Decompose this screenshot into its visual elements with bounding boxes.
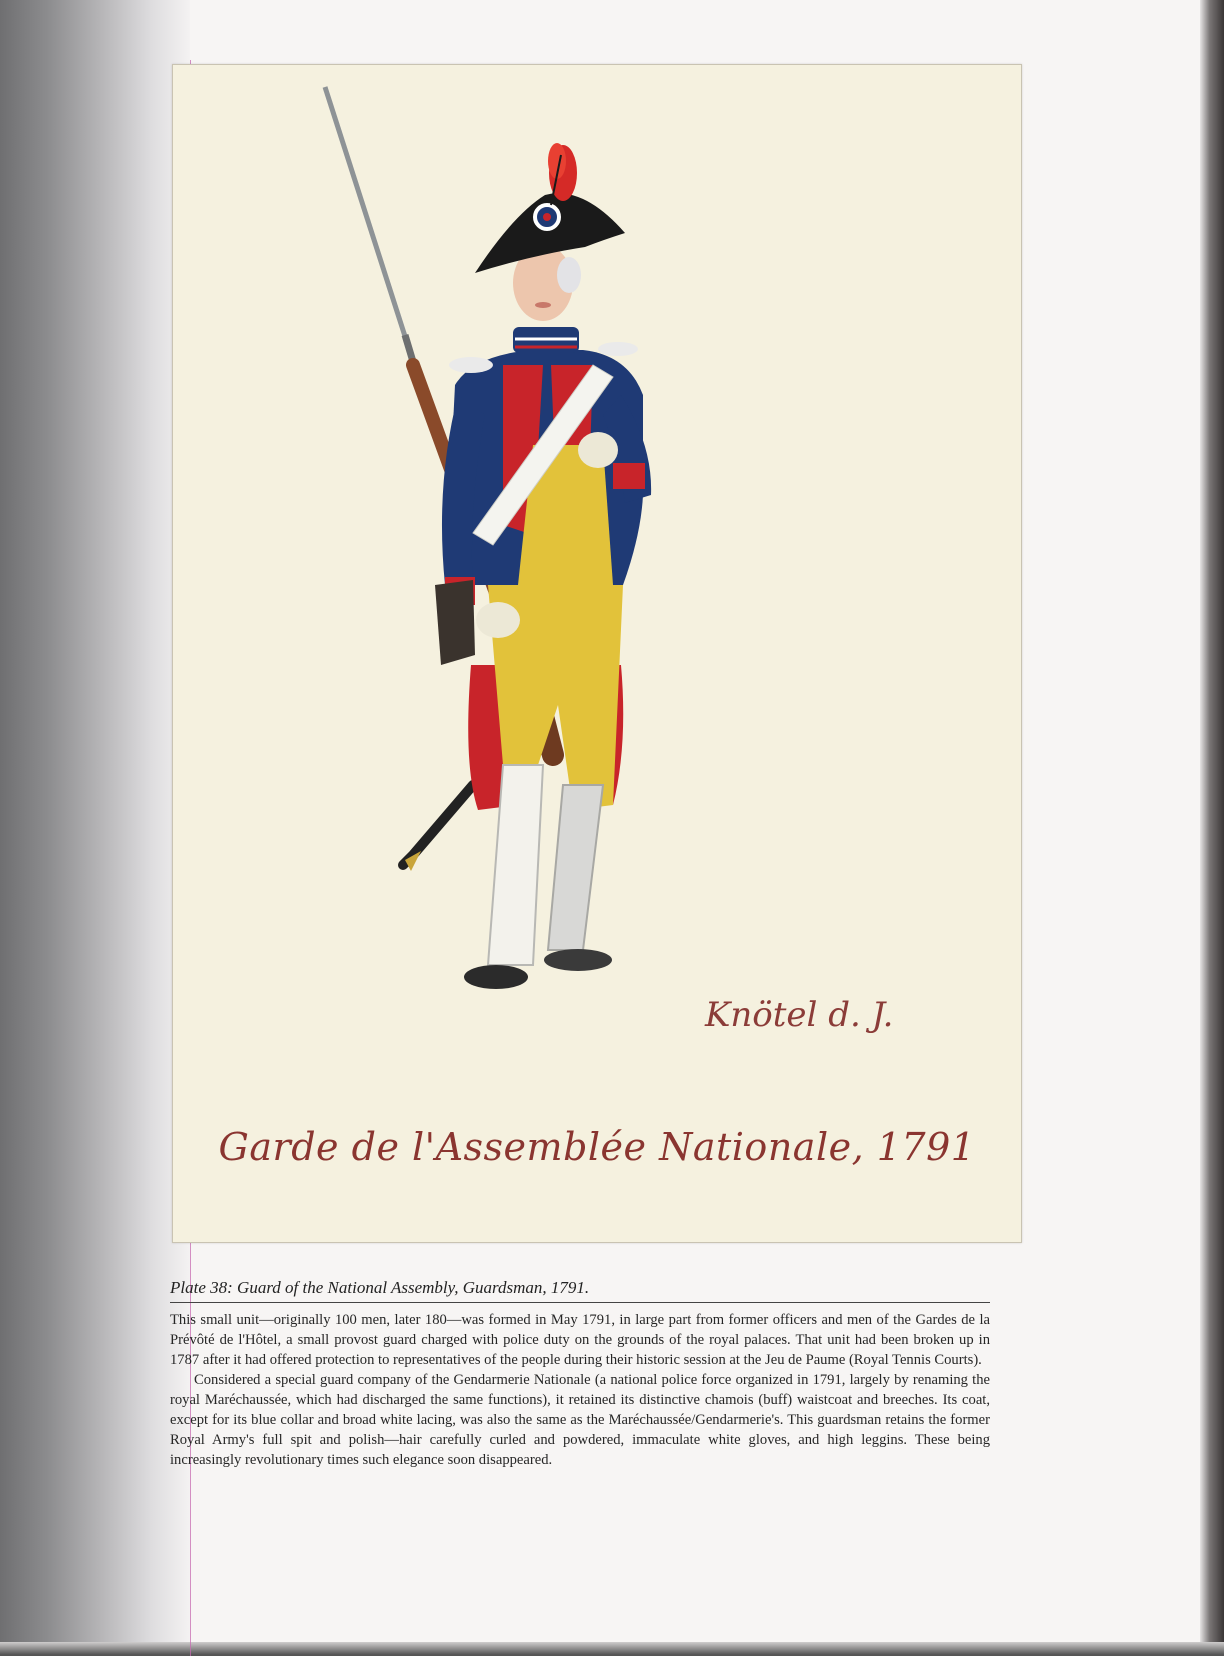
- page-edge-bottom: [0, 1642, 1224, 1656]
- powdered-hair: [557, 257, 581, 293]
- plate-title: Garde de l'Assemblée Nationale, 1791: [218, 1125, 976, 1169]
- epaulette-right: [598, 342, 638, 356]
- glove-right: [578, 432, 618, 468]
- legging-right: [548, 785, 603, 950]
- shoe-right: [544, 949, 612, 971]
- page-edge-right: [1200, 0, 1224, 1656]
- guardsman-illustration: [173, 65, 1021, 1242]
- description-text: [170, 1310, 990, 1470]
- plate-caption: Plate 38: Guard of the National Assembly, Guardsman, 1791.: [170, 1278, 990, 1303]
- glove-left: [476, 602, 520, 638]
- paragraph-1: This small unit—originally 100 men, later 180—was formed in May 1791, in large part from former officers and men of the Gardes de la Prévôté de l'Hôtel, a small provost guard charged with police duty on the grounds of the royal palaces. That unit had been broken up in 1787 after it had offered protection to representatives of the people during their historic session at the Jeu de Paume (Royal Tennis Courts).: [170, 1312, 990, 1368]
- illustration-plate: [172, 64, 1022, 1243]
- scabbard: [403, 785, 473, 865]
- cuff-right: [613, 463, 645, 489]
- paragraph-2: Considered a special guard company of the Gendarmerie Nationale (a national police force organized in 1791, largely by renaming the royal Maréchaussée, which had discharged the same functions), it retained its distinctive chamois (buff) waistcoat and breeches. Its coat, except for its blue collar and broad white lacing, was also the same as the Maréchaussée/Gendarmerie's. This guardsman retains the former Royal Army's full spit and polish—hair carefully curled and powdered, immaculate white gloves, and high leggins. These being increasingly revolutionary times such elegance soon disappeared.: [170, 1372, 990, 1468]
- artist-signature: Knötel d. J.: [705, 995, 894, 1035]
- book-spine-shadow: [0, 0, 190, 1656]
- shoe-left: [464, 965, 528, 989]
- cartridge-pouch: [435, 580, 475, 665]
- epaulette-left: [449, 357, 493, 373]
